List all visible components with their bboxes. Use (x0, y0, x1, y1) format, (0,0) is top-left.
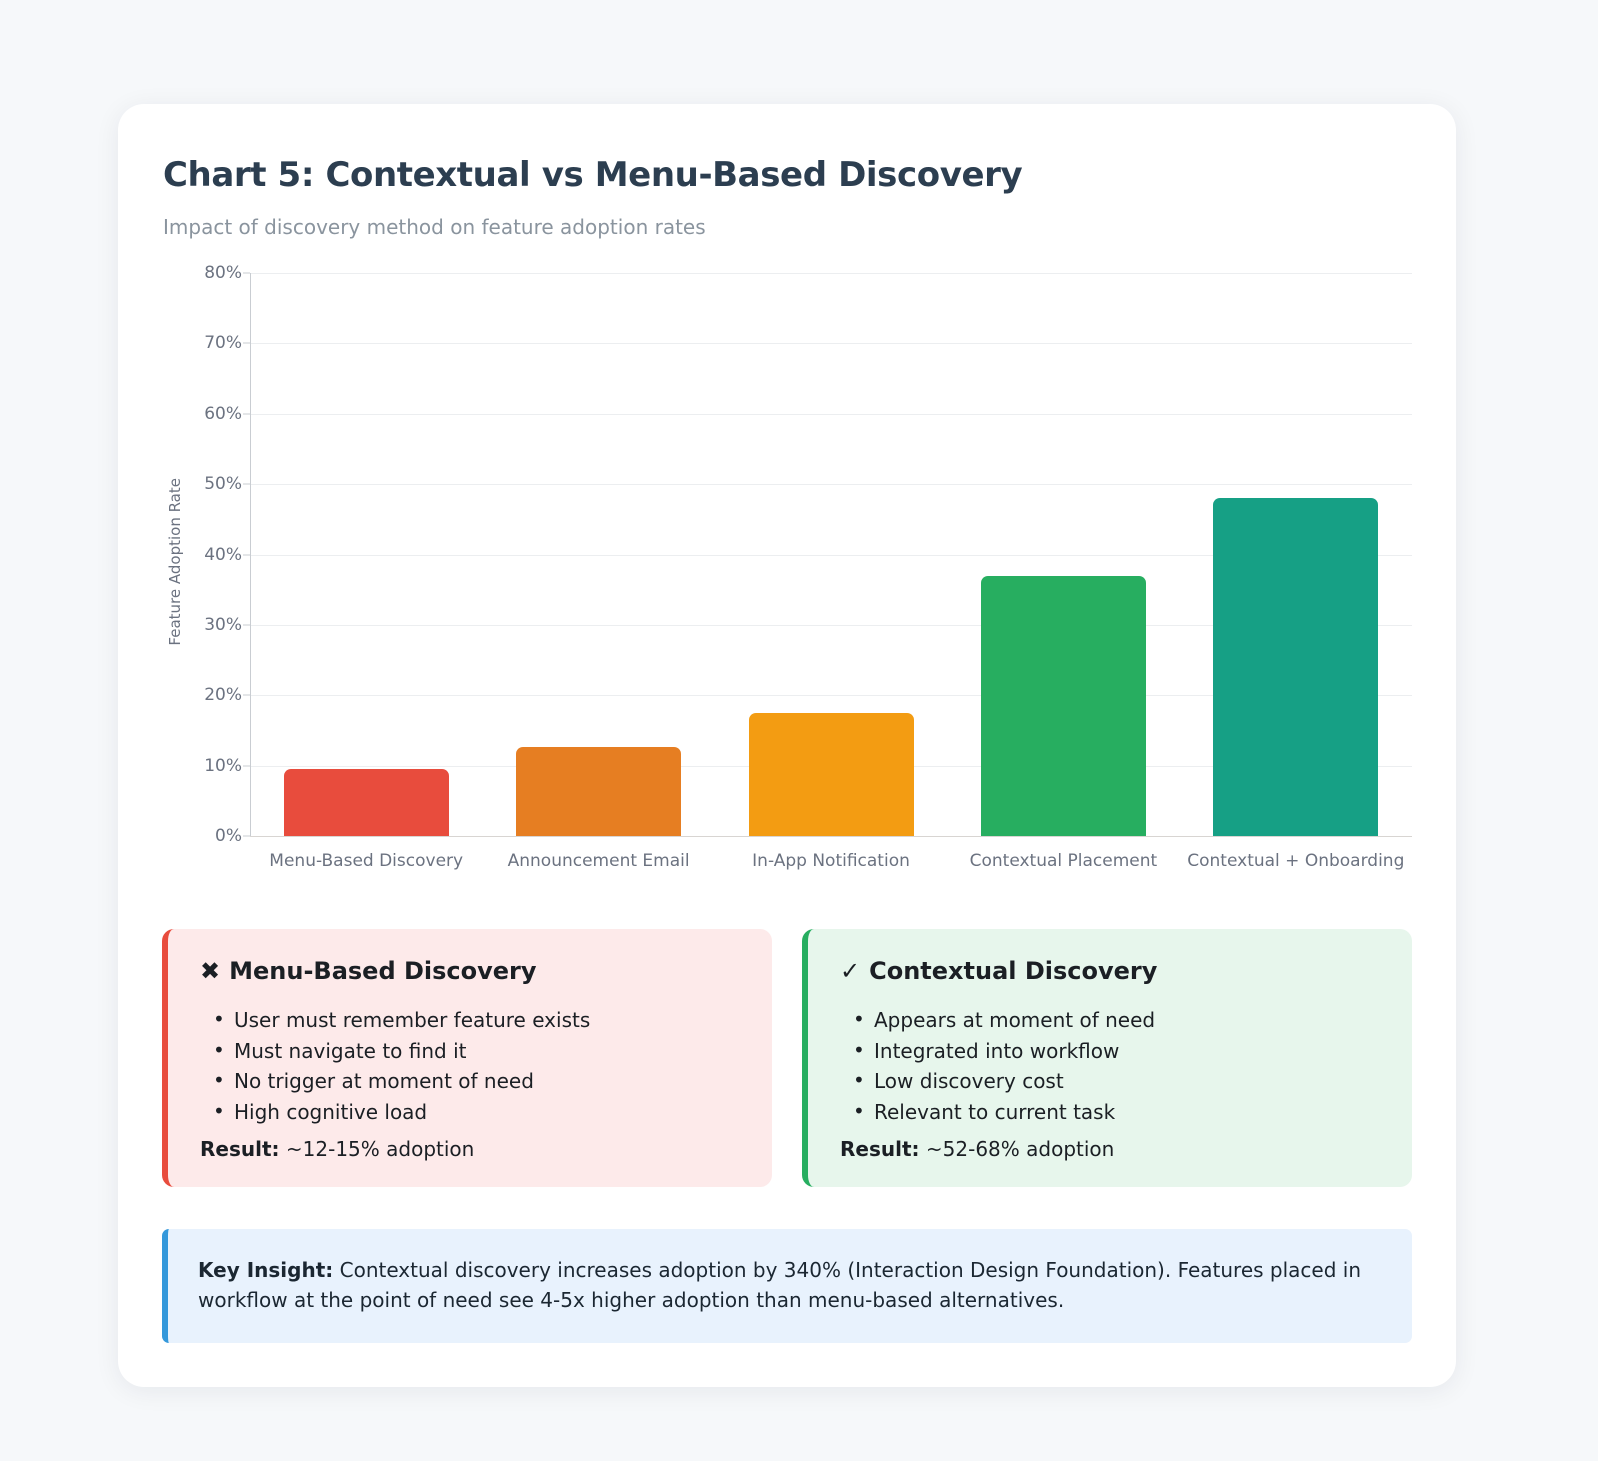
comparison-panels (162, 929, 1412, 1187)
panel-menu-based-discovery (162, 929, 772, 1187)
check-icon: ✓ (840, 957, 861, 986)
list-item: • User must remember feature exists (200, 1005, 742, 1036)
panel-positive-heading (840, 957, 1382, 985)
y-axis-title (162, 273, 188, 891)
x-tick-label: Announcement Email (507, 851, 690, 872)
bar[interactable] (1213, 498, 1378, 836)
y-axis-ticks (188, 263, 250, 891)
y-tick-mark (243, 624, 250, 625)
bar-slot (250, 273, 482, 836)
list-item: • Low discovery cost (840, 1066, 1382, 1097)
panel-negative-list (200, 1005, 742, 1127)
panel-positive-result (840, 1137, 1382, 1161)
page-title: Chart 5: Contextual vs Menu-Based Discovery (163, 155, 1023, 195)
y-tick-mark (243, 836, 250, 837)
x-tick-label: In-App Notification (752, 851, 910, 872)
panel-positive-heading-text: Contextual Discovery (869, 957, 1158, 986)
x-tick-label: Contextual + Onboarding (1187, 851, 1405, 872)
bar[interactable] (516, 747, 681, 836)
x-axis-line (250, 836, 1412, 837)
panel-negative-result (200, 1137, 742, 1161)
x-tick-label: Menu-Based Discovery (269, 851, 464, 872)
cross-icon: ✖ (200, 957, 221, 986)
y-tick-label: 10% (204, 755, 242, 776)
y-axis-title-text: Feature Adoption Rate (166, 478, 184, 646)
list-item: • High cognitive load (200, 1097, 742, 1128)
x-axis-labels (250, 851, 1412, 871)
bar[interactable] (981, 576, 1146, 836)
list-item: • Appears at moment of need (840, 1005, 1382, 1036)
y-tick-label: 80% (204, 263, 242, 284)
bar-slot (947, 273, 1179, 836)
y-tick-mark (243, 413, 250, 414)
panel-negative-heading (200, 957, 742, 985)
y-tick-mark (243, 343, 250, 344)
y-tick-label: 70% (204, 333, 242, 354)
y-tick-mark (243, 273, 250, 274)
panel-positive-result-value: ~52-68% adoption (925, 1137, 1115, 1162)
list-item: • Relevant to current task (840, 1097, 1382, 1128)
y-tick-label: 20% (204, 685, 242, 706)
y-tick-mark (243, 765, 250, 766)
x-tick-label: Contextual Placement (969, 851, 1158, 872)
bar[interactable] (284, 769, 449, 837)
list-item: • No trigger at moment of need (200, 1066, 742, 1097)
y-tick-mark (243, 554, 250, 555)
panel-positive-result-label: Result: (840, 1137, 920, 1162)
panel-positive-list (840, 1005, 1382, 1127)
y-tick-label: 30% (204, 614, 242, 635)
y-tick-mark (243, 695, 250, 696)
panel-negative-result-value: ~12-15% adoption (285, 1137, 475, 1162)
list-item: • Integrated into workflow (840, 1036, 1382, 1067)
chart-card (118, 104, 1456, 1387)
bar-series (250, 273, 1412, 836)
y-tick-label: 50% (204, 474, 242, 495)
y-tick-label: 0% (215, 826, 242, 847)
panel-negative-heading-text: Menu-Based Discovery (229, 957, 537, 986)
panel-contextual-discovery (802, 929, 1412, 1187)
bar-slot (715, 273, 947, 836)
chart-subtitle: Impact of discovery method on feature adoption rates (163, 215, 706, 240)
key-insight-body: Contextual discovery increases adoption by 340% (Interaction Design Foundation). Features placed in workflow at the point of need see 4-5x higher adoption than menu-based alternatives. (198, 1258, 1362, 1313)
bar-chart (162, 263, 1412, 891)
y-tick-label: 60% (204, 403, 242, 424)
key-insight-label: Key Insight: (198, 1258, 334, 1283)
bar-slot (482, 273, 714, 836)
key-insight-text (198, 1255, 1380, 1315)
plot-area (250, 273, 1412, 891)
panel-negative-result-label: Result: (200, 1137, 280, 1162)
y-tick-mark (243, 484, 250, 485)
bar-slot (1180, 273, 1412, 836)
key-insight-box (162, 1229, 1412, 1343)
bar[interactable] (749, 713, 914, 836)
list-item: • Must navigate to find it (200, 1036, 742, 1067)
y-tick-label: 40% (204, 544, 242, 565)
